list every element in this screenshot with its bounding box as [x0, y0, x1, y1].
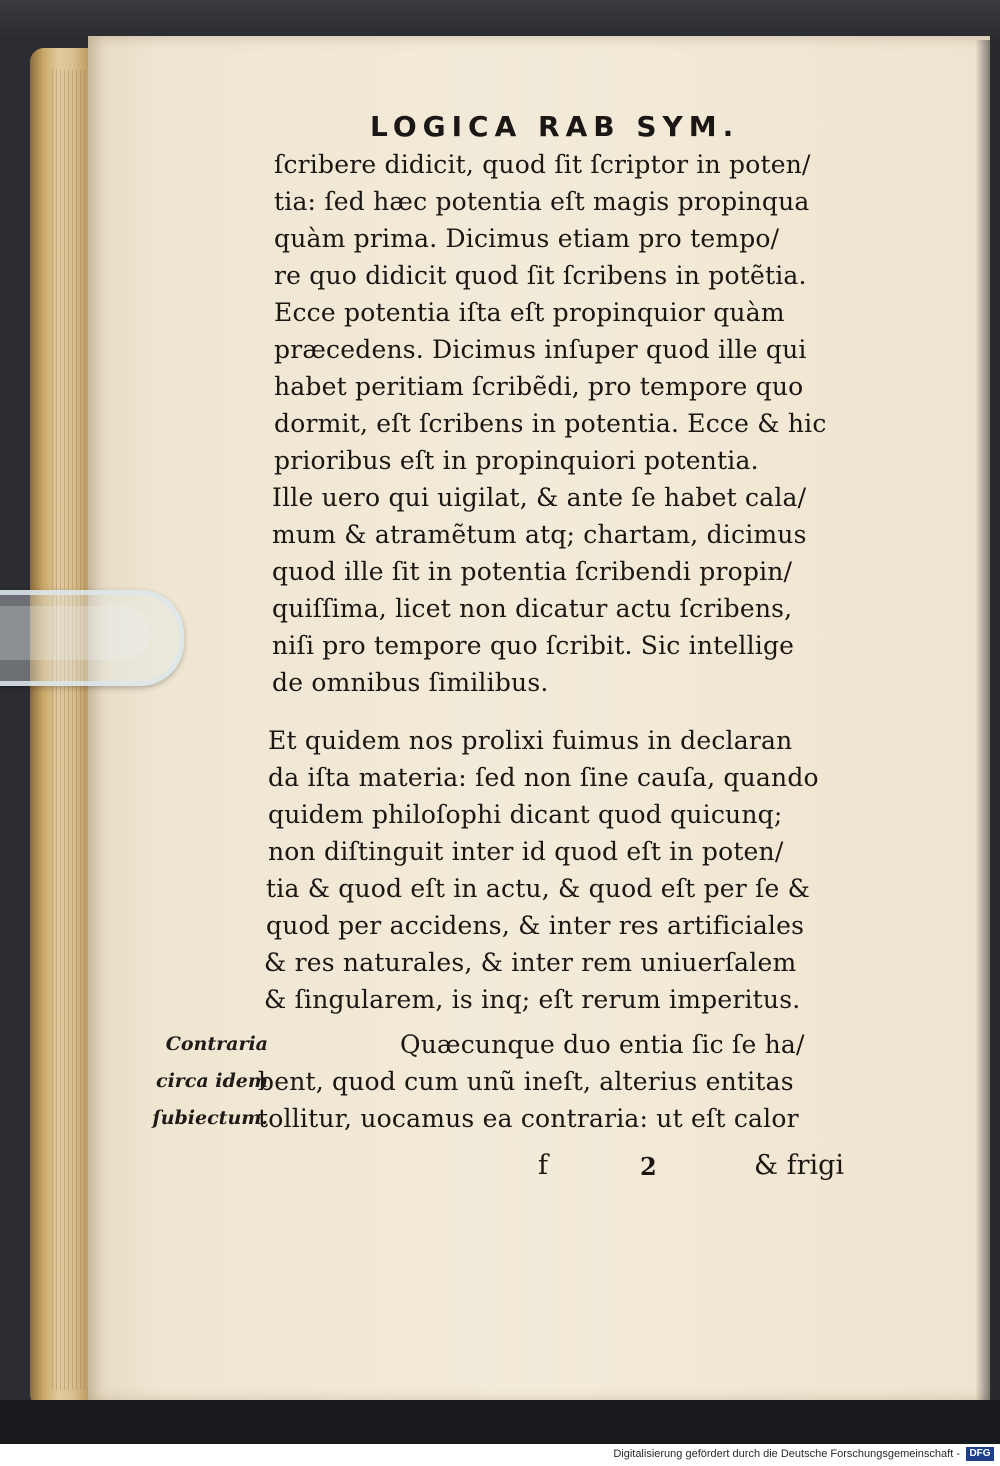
signature-number: 2 [640, 1152, 657, 1181]
text-line: tollitur, uocamus ea contraria: ut eſt calor [258, 1104, 799, 1133]
text-line: mum & atramẽtum atq; chartam, dicimus [272, 520, 807, 549]
text-line: niſi pro tempore quo ſcribit. Sic intellige [272, 631, 795, 660]
footer-credit: Digitalisierung gefördert durch die Deutsche Forschungsgemeinschaft - [613, 1448, 960, 1460]
text-line: prioribus eſt in propinquiori potentia. [274, 446, 759, 475]
text-line: & res naturales, & inter rem uniuerſalem [264, 948, 797, 977]
marginal-note: circa idem [156, 1070, 268, 1092]
text-line: tia: ſed hæc potentia eſt magis propinqua [274, 187, 810, 216]
scan-backdrop-bottom [0, 1400, 1000, 1444]
scan-backdrop-top [0, 0, 1000, 40]
running-head: LOGICA RAB SYM. [370, 110, 740, 143]
text-line: præcedens. Dicimus inſuper quod ille qui [274, 335, 807, 364]
dfg-logo-icon: DFG [966, 1447, 994, 1461]
text-line: Ille uero qui uigilat, & ante ſe habet cala/ [272, 483, 807, 512]
text-line: habet peritiam ſcribẽdi, pro tempore quo [274, 372, 804, 401]
text-line: & ſingularem, is inq; eſt rerum imperitus. [264, 985, 801, 1014]
text-line: Et quidem nos prolixi fuimus in declaran [268, 726, 793, 755]
text-line: da iſta materia: ſed non ſine cauſa, quando [268, 763, 819, 792]
text-line: bent, quod cum unũ ineſt, alterius entitas [258, 1067, 794, 1096]
text-line: Quæcunque duo entia ſic ſe ha/ [400, 1030, 805, 1059]
text-line: tia & quod eſt in actu, & quod eſt per ſe & [266, 874, 811, 903]
text-line: quod per accidens, & inter res artificiales [266, 911, 805, 940]
text-line: quidem philoſophi dicant quod quicunq; [268, 800, 783, 829]
text-line: non diſtinguit inter id quod eſt in poten/ [268, 837, 784, 866]
signature-mark: f [538, 1150, 548, 1181]
page-edges [52, 70, 92, 1390]
text-line: de omnibus ſimilibus. [272, 668, 549, 697]
text-line: quàm prima. Dicimus etiam pro tempo/ [274, 224, 780, 253]
page-clip [0, 590, 184, 686]
text-line: ſcribere didicit, quod ſit ſcriptor in poten/ [274, 150, 811, 179]
text-line: dormit, eſt ſcribens in potentia. Ecce & hic [274, 409, 827, 438]
body-text [262, 150, 882, 1050]
text-line: re quo didicit quod ſit ſcribens in potẽtia. [274, 261, 807, 290]
marginal-note: Contraria [165, 1033, 268, 1055]
digitization-footer [0, 1444, 1000, 1466]
text-line: Ecce potentia iſta eſt propinquior quàm [274, 298, 785, 327]
page-gutter-shadow [975, 40, 1000, 1400]
text-line: quod ille ſit in potentia ſcribendi propin/ [272, 557, 793, 586]
catchword: & frigi [754, 1150, 845, 1181]
marginal-note: ſubiectum. [152, 1107, 268, 1129]
text-line: quiſſima, licet non dicatur actu ſcribens, [272, 594, 793, 623]
